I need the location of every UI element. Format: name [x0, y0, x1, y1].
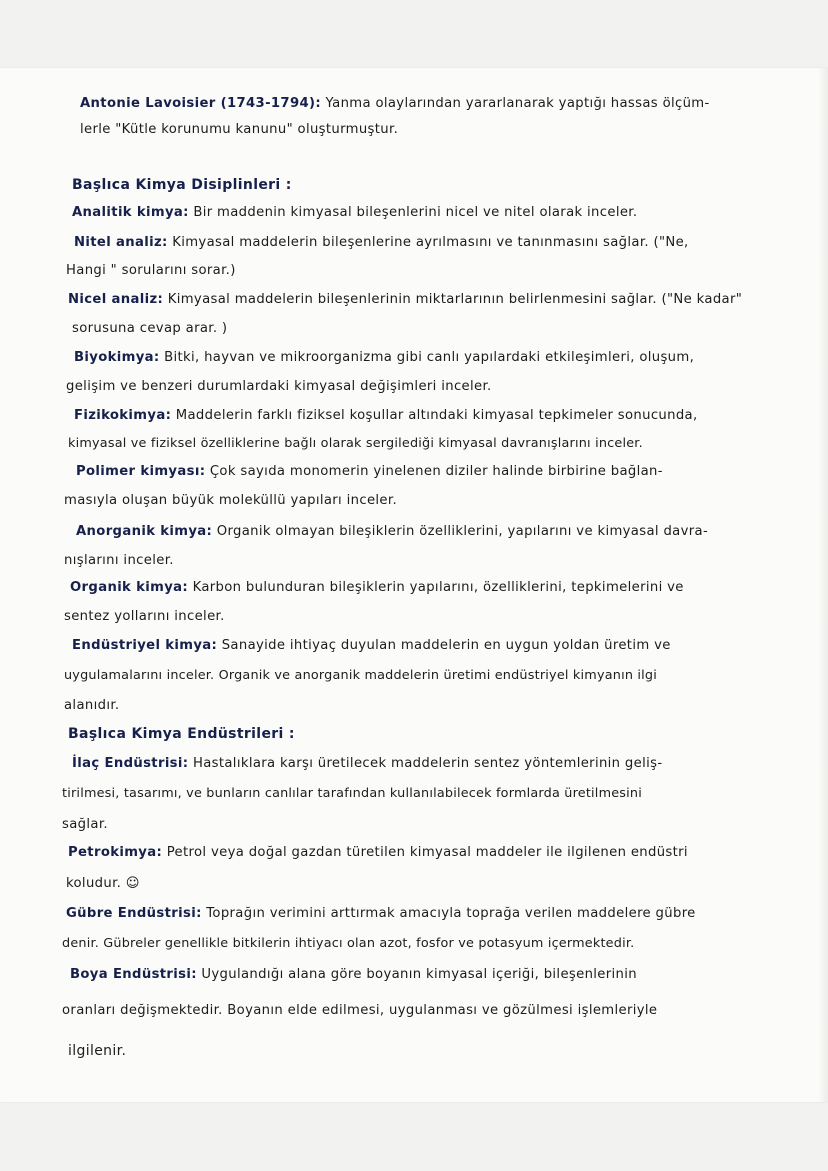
nicel-text-1: Kimyasal maddelerin bileşenlerinin miktarlarının belirlenmesini sağlar. ("Ne kadar"	[167, 292, 743, 307]
gubre-text-1: Toprağın verimini arttırmak amacıyla toprağa verilen maddelere gübre	[206, 906, 696, 921]
endustriyel-line-3: alanıdır.	[64, 698, 120, 713]
endustriyel-line-2: uygulamalarını inceler. Organik ve anorganik maddelerin üretimi endüstriyel kimyanın ilgi	[64, 668, 657, 683]
gubre-line-1	[66, 906, 696, 921]
petrokimya-term: Petrokimya:	[68, 845, 163, 860]
ilac-line-2: tirilmesi, tasarımı, ve bunların canlılar tarafından kullanılabilecek formlarda üretilmesini	[62, 786, 642, 801]
nicel-line-1	[68, 292, 742, 307]
nicel-line-2: sorusuna cevap arar. )	[72, 321, 228, 336]
petrokimya-line-2: koludur. ☺	[66, 876, 140, 891]
biyokimya-text-1: Bitki, hayvan ve mikroorganizma gibi canlı yapılardaki etkileşimleri, oluşum,	[164, 350, 695, 365]
nicel-term: Nicel analiz:	[68, 292, 164, 307]
boya-line-2: oranları değişmektedir. Boyanın elde edilmesi, uygulanması ve gözülmesi işlemleriyle	[62, 1003, 658, 1018]
gubre-term: Gübre Endüstrisi:	[66, 906, 202, 921]
organik-text-1: Karbon bulunduran bileşiklerin yapılarını, özelliklerini, tepkimelerini ve	[192, 580, 684, 595]
anorganik-text-1: Organik olmayan bileşiklerin özelliklerini, yapılarını ve kimyasal davra-	[216, 524, 709, 539]
anorganik-line-1	[76, 524, 708, 539]
analitik-text-1: Bir maddenin kimyasal bileşenlerini nicel ve nitel olarak inceler.	[193, 205, 638, 220]
analitik-term: Analitik kimya:	[72, 205, 189, 220]
ilac-line-1	[72, 756, 662, 771]
intro-line-2: lerle "Kütle korunumu kanunu" oluşturmuştur.	[80, 122, 399, 137]
fizikokimya-term: Fizikokimya:	[74, 408, 172, 423]
nitel-term: Nitel analiz:	[74, 235, 168, 250]
endustriyel-text-1: Sanayide ihtiyaç duyulan maddelerin en uygun yoldan üretim ve	[221, 638, 671, 653]
industries-heading: Başlıca Kimya Endüstrileri :	[68, 726, 295, 742]
polimer-text-1: Çok sayıda monomerin yinelenen diziler halinde birbirine bağlan-	[209, 464, 663, 479]
analitik-line-1	[72, 205, 637, 220]
petrokimya-line-1	[68, 845, 688, 860]
biyokimya-line-2: gelişim ve benzeri durumlardaki kimyasal değişimleri inceler.	[66, 379, 492, 394]
intro-text-1: Yanma olaylarından yararlanarak yaptığı hassas ölçüm-	[325, 96, 710, 111]
biyokimya-term: Biyokimya:	[74, 350, 160, 365]
anorganik-term: Anorganik kimya:	[76, 524, 213, 539]
polimer-term: Polimer kimyası:	[76, 464, 206, 479]
petrokimya-text-1: Petrol veya doğal gazdan türetilen kimyasal maddeler ile ilgilenen endüstri	[166, 845, 688, 860]
intro-line-1	[80, 96, 710, 111]
organik-term: Organik kimya:	[70, 580, 189, 595]
intro-title: Antonie Lavoisier (1743-1794):	[80, 96, 321, 111]
organik-line-2: sentez yollarını inceler.	[64, 609, 225, 624]
organik-line-1	[70, 580, 684, 595]
biyokimya-line-1	[74, 350, 694, 365]
boya-line-1	[70, 967, 637, 982]
ilac-text-1: Hastalıklara karşı üretilecek maddelerin sentez yöntemlerinin geliş-	[192, 756, 663, 771]
anorganik-line-2: nışlarını inceler.	[64, 553, 174, 568]
boya-term: Boya Endüstrisi:	[70, 967, 197, 982]
gubre-line-2: denir. Gübreler genellikle bitkilerin ihtiyacı olan azot, fosfor ve potasyum içermektedir.	[62, 936, 635, 951]
polimer-line-1	[76, 464, 663, 479]
endustriyel-term: Endüstriyel kimya:	[72, 638, 218, 653]
polimer-line-2: masıyla oluşan büyük moleküllü yapıları inceler.	[64, 493, 397, 508]
nitel-text-1: Kimyasal maddelerin bileşenlerine ayrılmasını ve tanınmasını sağlar. ("Ne,	[172, 235, 689, 250]
ilac-line-3: sağlar.	[62, 817, 108, 832]
disciplines-heading: Başlıca Kimya Disiplinleri :	[72, 177, 292, 193]
endustriyel-line-1	[72, 638, 671, 653]
nitel-line-1	[74, 235, 689, 250]
boya-line-3: ilgilenir.	[68, 1043, 127, 1059]
ilac-term: İlaç Endüstrisi:	[72, 756, 189, 771]
fizikokimya-text-1: Maddelerin farklı fiziksel koşullar altındaki kimyasal tepkimeler sonucunda,	[175, 408, 698, 423]
nitel-line-2: Hangi " sorularını sorar.)	[66, 263, 236, 278]
boya-text-1: Uygulandığı alana göre boyanın kimyasal içeriği, bileşenlerinin	[201, 967, 637, 982]
fizikokimya-line-1	[74, 408, 698, 423]
fizikokimya-line-2: kimyasal ve fiziksel özelliklerine bağlı olarak sergilediği kimyasal davranışlarını inceler.	[68, 436, 643, 451]
